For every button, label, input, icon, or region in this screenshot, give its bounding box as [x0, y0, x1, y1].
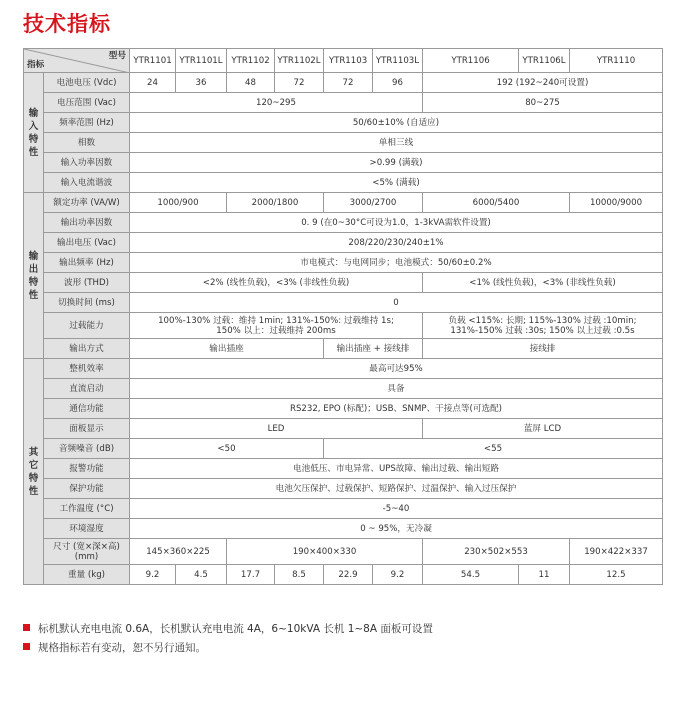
- table-row: [24, 173, 663, 193]
- cell: 190×400×330: [227, 539, 423, 565]
- cell: 单相三线: [130, 133, 663, 153]
- corner-header: [24, 49, 130, 73]
- model-header: YTR1101L: [176, 49, 227, 73]
- model-header: YTR1106: [423, 49, 519, 73]
- table-row: [24, 499, 663, 519]
- row-label: 面板显示: [44, 419, 130, 439]
- row-label: 波形 (THD): [44, 273, 130, 293]
- table-row: [24, 313, 663, 339]
- cell: 输出插座: [130, 339, 324, 359]
- cell: 6000/5400: [423, 193, 570, 213]
- cell: -5~40: [130, 499, 663, 519]
- cell: 120~295: [130, 93, 423, 113]
- note-item: [23, 639, 433, 658]
- cell: 8.5: [275, 565, 324, 585]
- table-row: [24, 273, 663, 293]
- cell: 4.5: [176, 565, 227, 585]
- cell: 17.7: [227, 565, 275, 585]
- row-label: 输出功率因数: [44, 213, 130, 233]
- cell: 96: [373, 73, 423, 93]
- row-label: 整机效率: [44, 359, 130, 379]
- model-header: YTR1103: [324, 49, 373, 73]
- cell: 最高可达95%: [130, 359, 663, 379]
- header-row: [24, 49, 663, 73]
- cell: 1000/900: [130, 193, 227, 213]
- cell: 蓝屏 LCD: [423, 419, 663, 439]
- cell: 230×502×553: [423, 539, 570, 565]
- cell: 负载 <115%: 长期; 115%-130% 过载 :10min; 131%-150% 过载 :30s; 150% 以上过载 :0.5s: [423, 313, 663, 339]
- table-row: [24, 419, 663, 439]
- row-label: 输出方式: [44, 339, 130, 359]
- table-row: [24, 479, 663, 499]
- row-label: 切换时间 (ms): [44, 293, 130, 313]
- table-row: [24, 459, 663, 479]
- cell: 输出插座 + 接线排: [324, 339, 423, 359]
- cell: 48: [227, 73, 275, 93]
- row-label: 频率范围 (Hz): [44, 113, 130, 133]
- row-label: 输入功率因数: [44, 153, 130, 173]
- table-row: [24, 399, 663, 419]
- cell: 市电模式：与电网同步；电池模式：50/60±0.2%: [130, 253, 663, 273]
- row-label: 输出电压 (Vac): [44, 233, 130, 253]
- row-label: 通信功能: [44, 399, 130, 419]
- row-label: 相数: [44, 133, 130, 153]
- table-row: [24, 439, 663, 459]
- cell: 80~275: [423, 93, 663, 113]
- table-row: [24, 133, 663, 153]
- cell: <5% (满载): [130, 173, 663, 193]
- cell: 接线排: [423, 339, 663, 359]
- row-label: 尺寸 (宽×深×高) (mm): [44, 539, 130, 565]
- category-other: 其它特性: [24, 359, 44, 585]
- cell: 2000/1800: [227, 193, 324, 213]
- table-row: [24, 233, 663, 253]
- cell: 36: [176, 73, 227, 93]
- table-row: [24, 213, 663, 233]
- cell: 100%-130% 过载：维持 1min; 131%-150%: 过载维持 1s; 150% 以上：过载维持 200ms: [130, 313, 423, 339]
- table-row: [24, 193, 663, 213]
- cell: 9.2: [130, 565, 176, 585]
- cell: >0.99 (满载): [130, 153, 663, 173]
- cell: 72: [275, 73, 324, 93]
- cell: RS232, EPO (标配)；USB、SNMP、干接点等(可选配): [130, 399, 663, 419]
- table-row: [24, 293, 663, 313]
- model-header: YTR1110: [570, 49, 663, 73]
- cell: 0. 9 (在0~30°C可设为1.0，1-3kVA需软件设置): [130, 213, 663, 233]
- cell: 电池欠压保护、过载保护、短路保护、过温保护、输入过压保护: [130, 479, 663, 499]
- row-label: 输出频率 (Hz): [44, 253, 130, 273]
- table-row: [24, 339, 663, 359]
- cell: 10000/9000: [570, 193, 663, 213]
- note-text: 规格指标若有变动，恕不另行通知。: [38, 642, 206, 654]
- cell: 54.5: [423, 565, 519, 585]
- table-row: [24, 113, 663, 133]
- model-header: YTR1102L: [275, 49, 324, 73]
- model-header: YTR1106L: [519, 49, 570, 73]
- model-header: YTR1102: [227, 49, 275, 73]
- row-label: 额定功率 (VA/W): [44, 193, 130, 213]
- row-label: 保护功能: [44, 479, 130, 499]
- cell: <55: [324, 439, 663, 459]
- table-row: [24, 93, 663, 113]
- row-label: 电压范围 (Vac): [44, 93, 130, 113]
- cell: 0: [130, 293, 663, 313]
- cell: <50: [130, 439, 324, 459]
- model-header: YTR1101: [130, 49, 176, 73]
- table-row: [24, 539, 663, 565]
- cell: 190×422×337: [570, 539, 663, 565]
- category-output: 输出特性: [24, 193, 44, 359]
- cell: 11: [519, 565, 570, 585]
- table-row: [24, 519, 663, 539]
- cell: 0 ~ 95%，无冷凝: [130, 519, 663, 539]
- spec-table: [23, 48, 663, 585]
- table-row: [24, 253, 663, 273]
- cell: 72: [324, 73, 373, 93]
- cell: 208/220/230/240±1%: [130, 233, 663, 253]
- cell: LED: [130, 419, 423, 439]
- cell: <1% (线性负载)，<3% (非线性负载): [423, 273, 663, 293]
- bullet-square-icon: [23, 643, 30, 650]
- cell: 电池低压、市电异常、UPS故障、输出过载、输出短路: [130, 459, 663, 479]
- cell: 9.2: [373, 565, 423, 585]
- row-label: 环境湿度: [44, 519, 130, 539]
- footnotes: [23, 620, 433, 658]
- note-text: 标机默认充电电流 0.6A，长机默认充电电流 4A，6~10kVA 长机 1~8A 面板可设置: [38, 623, 433, 635]
- table-row: [24, 359, 663, 379]
- category-input: 输入特性: [24, 73, 44, 193]
- cell: 24: [130, 73, 176, 93]
- cell: <2% (线性负载)，<3% (非线性负载): [130, 273, 423, 293]
- cell: 22.9: [324, 565, 373, 585]
- page-title: 技术指标: [23, 12, 111, 36]
- row-label: 过载能力: [44, 313, 130, 339]
- cell: 3000/2700: [324, 193, 423, 213]
- row-label: 电池电压 (Vdc): [44, 73, 130, 93]
- row-label: 重量 (kg): [44, 565, 130, 585]
- cell: 145×360×225: [130, 539, 227, 565]
- row-label: 输入电流谐波: [44, 173, 130, 193]
- table-row: [24, 153, 663, 173]
- cell: 50/60±10% (自适应): [130, 113, 663, 133]
- index-label: 指标: [27, 60, 45, 70]
- cell: 具备: [130, 379, 663, 399]
- row-label: 工作温度 (°C): [44, 499, 130, 519]
- note-item: [23, 620, 433, 639]
- table-row: [24, 379, 663, 399]
- cell: 192 (192~240可设置): [423, 73, 663, 93]
- row-label: 直流启动: [44, 379, 130, 399]
- table-row: [24, 565, 663, 585]
- row-label: 音频噪音 (dB): [44, 439, 130, 459]
- model-label: 型号: [108, 51, 126, 61]
- cell: 12.5: [570, 565, 663, 585]
- table-row: [24, 73, 663, 93]
- row-label: 报警功能: [44, 459, 130, 479]
- model-header: YTR1103L: [373, 49, 423, 73]
- bullet-square-icon: [23, 624, 30, 631]
